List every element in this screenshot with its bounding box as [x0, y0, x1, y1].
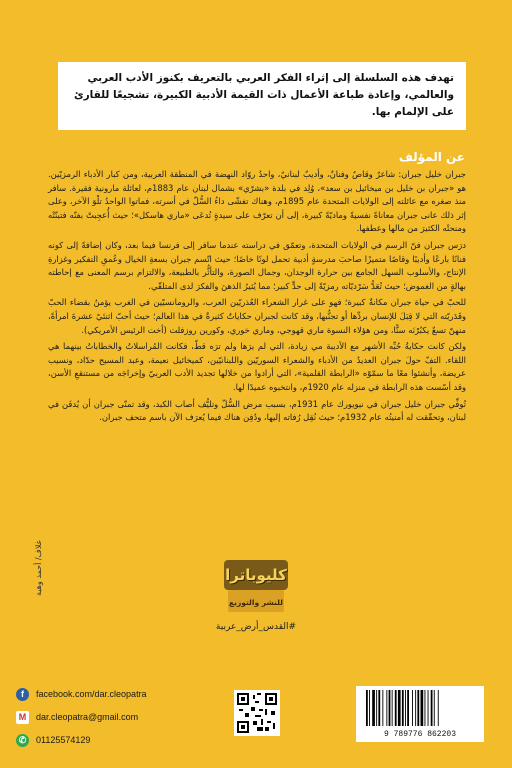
barcode-bar [425, 690, 426, 726]
bio-paragraph: تُوفِّي جبران خليل جبران في نيويورك عام 1931م، بسبب مرض السُّلّ وتليُّف أصاب الكبد، وقد تمنّى جبران أن يُدفَن في لبنان، وتحقّقت له أمنيتُه عام 1932م؛ حيث نُقِل رُفاته إليها، ودُفِن هناك فيما يُعرَف الآن باسم متحف جبران. [48, 398, 466, 423]
about-author-heading: عن المؤلف [398, 150, 465, 164]
bio-paragraph: جبران خليل جبران: شاعرٌ وقاصٌ وفنانٌ، وأديبٌ لبنانيٌ، واحدُ روّاد النهضة في المنطقة العربية، ومن كبار الأدباء الرمزيّين. هو «جبران بن خليل بن ميخائيل بن سعد»، وُلِد في بلدة «بشرّي» بشمال لبنان عام 1883م، لعائلة مارونية فقيرة. سافر منذ صغره مع عائلته إلى الولايات المتحدة عام 1895م، وهناك تفشّى داءُ السُّلّ في أسرته، فماتوا الواحدُ تلْوَ الآخر، وعلى إثر ذلك عانى جبران معاناةً نفسيةً وماديّةً كبيرة، إلى أن تعرّف على سيدةٍ تُدعَى «ماري هاسكل»؛ حيث أُعجِبتْ بفنّه فتبنّتْه ومنحتْه الكثيرَ من مالها وعطفها. [48, 169, 466, 234]
bio-paragraph: للحبّ في حياة جبران مكانةٌ كبيرة؛ فهو على غرار الشعراء العُذريّين العرب، والرومانسيّين في الغرب يؤمنُ بقضاء الحبّ وقَدَريّته التي لا قِبَلَ للإنسان بردِّها أو تجنُّبها، وقد كانت لجبران حكاياتٌ كثيرةٌ في هذا العالم؛ حيث أحبّ اثنتَيْ عشرةَ امرأةً، منهنّ تسعٌ يكبُرْنَه سنًّا، ومن هؤلاء النسوة ماري قهوجي، وماري خوري، وكورين روزفلت (أخت الرئيس الأمريكي). [48, 297, 466, 335]
phone-number[interactable]: 01125574129 [36, 735, 91, 745]
barcode-bar [405, 690, 406, 726]
barcode-bar [389, 690, 391, 726]
series-intro-box [58, 62, 466, 130]
barcode-bar [376, 690, 377, 726]
qr-code-graphic [237, 693, 277, 733]
whatsapp-icon: ✆ [16, 734, 29, 747]
barcode-bar [402, 690, 404, 726]
email-address[interactable]: dar.cleopatra@gmail.com [36, 712, 139, 722]
barcode-bar [421, 690, 424, 726]
publisher-name: كليوباترا [225, 566, 287, 584]
barcode-bar [378, 690, 380, 726]
barcode-bar [392, 690, 393, 726]
barcode-number: 9 789776 862203 [383, 730, 456, 739]
contact-email [16, 707, 196, 727]
barcode-bars [356, 686, 484, 730]
barcode-bar [415, 690, 416, 726]
barcode-bar [434, 690, 435, 726]
bio-paragraph: ولكن كانت حكايةُ حُبِّه الأشهر مع الأديبة مي زيادة، التي لم يرَها ولم ترَه قطّ، فكانت المُراسلاتُ والخطاباتُ بينهما هي اللقاء. التفّ حولَ جبران العديدُ من الأدباء والشعراء السوريّين واللبنانيّين، كميخائيل نعيمة، وعبد المسيح حدّاد، ونسيب عريضة، وأنشئوا معًا ما سمّوْه «الرابطة القلمية»، التي أرادوا من خلالها تجديد الأدب العربيّ وإخراجَه من مستنقعِ الأسن، وقد أسّست هذه الرابطة في منزله عام 1920م، وانتخبوه عميدًا لها. [48, 341, 466, 392]
publisher-subtitle: للنشر والتوزيع [229, 598, 283, 607]
contact-whatsapp [16, 730, 196, 750]
qr-code[interactable] [234, 690, 280, 736]
isbn-barcode [356, 686, 484, 742]
facebook-link[interactable]: facebook.com/dar.cleopatra [36, 689, 147, 699]
barcode-bar [398, 690, 401, 726]
barcode-bar [382, 690, 383, 726]
barcode-bar [372, 690, 375, 726]
barcode-bar [369, 690, 370, 726]
barcode-bar [412, 690, 413, 726]
author-biography [48, 168, 466, 428]
cover-designer-credit: غلاف/ أحمد وهبة [34, 540, 43, 596]
contact-list [16, 684, 196, 753]
facebook-icon: f [16, 688, 29, 701]
barcode-bar [407, 690, 409, 726]
barcode-bar [438, 690, 439, 726]
barcode-bar [395, 690, 397, 726]
barcode-bar [366, 690, 368, 726]
publisher-logo [208, 560, 304, 652]
barcode-bar [417, 690, 419, 726]
barcode-bar [428, 690, 429, 726]
series-intro-text: تهدف هذه السلسلة إلى إثراء الفكر العربي بالتعريف بكنوز الأدب العربي والعالمي، وإعادة طباعة الأعمال ذات القيمة الأدبية الكبيرة، تشجيعًا للقارئ على الإلمام بها. [73, 72, 454, 118]
gmail-icon: M [16, 711, 29, 724]
bio-paragraph: درَس جبران فنّ الرسم في الولايات المتحدة، وتعمّق في دراسته عندما سافر إلى فرنسا فيما بعد، وكان إضافةً إلى كونه فنانًا بارعًا وأديبًا وقاصًا متميزًا صاحبَ مدرسةٍ أدبية تحمل لونًا خاصًا؛ حيث اتّسم جبران بسعةِ الخيال وعُمقِ التفكير وغزارةِ الإنتاج، والأسلوب السهل الجامع بين حرارة الوجدان، وجمال الصورة، والتأثُّر بالطبيعة، والالتزام برسم المعنى مع إحاطته بهالةٍ من الغموض؛ حيث تُعَدُّ سَرْديّاته رمزيّةً إلى حدٍّ كبير؛ مما يُثيرُ الذهنَ والفكرَ لدى المتلقّي. [48, 239, 466, 291]
barcode-bar [386, 690, 387, 726]
barcode-bar [431, 690, 433, 726]
publisher-hashtag: #القدس_أرض_عربية [215, 622, 297, 632]
contact-facebook [16, 684, 196, 704]
